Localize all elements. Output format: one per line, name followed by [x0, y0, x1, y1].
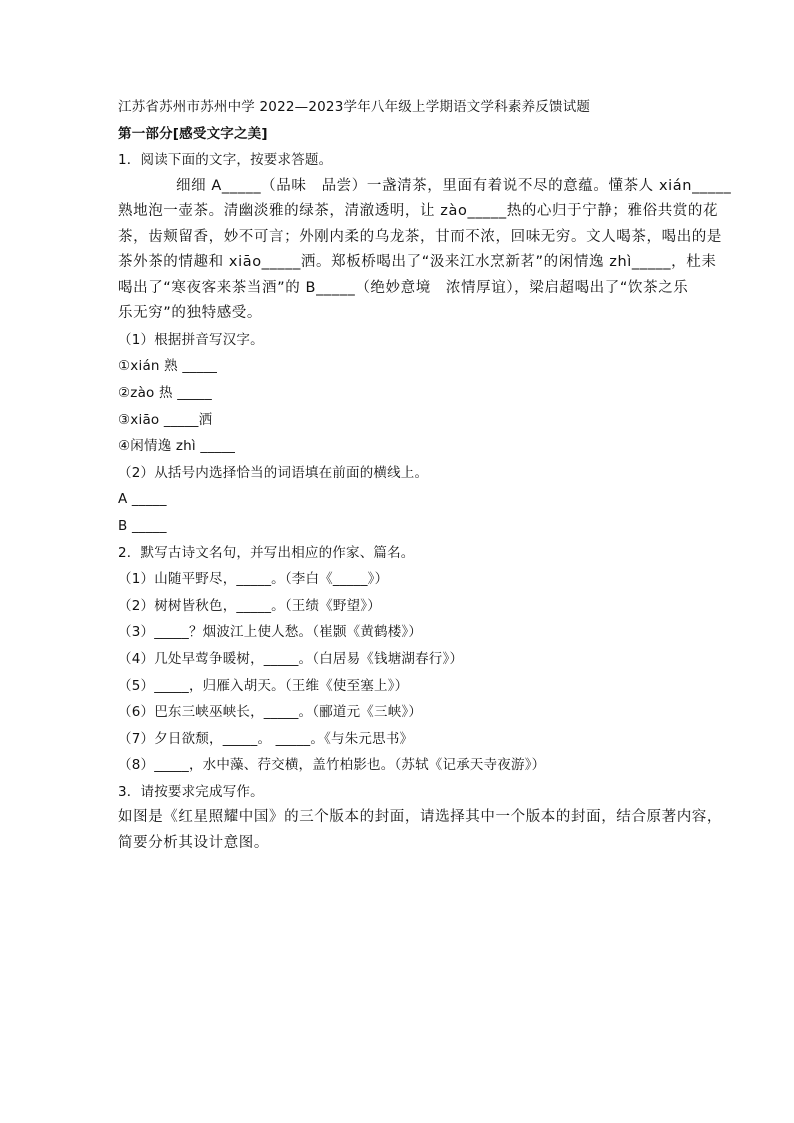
question-3-text: 简要分析其设计意图。: [118, 834, 269, 851]
passage-line: 茶，齿颊留香，妙不可言；外刚内柔的乌龙茶，甘而不浓，回味无穷。文人喝茶，喝出的是: [118, 228, 722, 245]
passage-line: 细细 A_____（品味 品尝）一盏清茶，里面有着说不尽的意蕴。懂茶人 xián_____: [176, 177, 732, 194]
subquestion-1-item: ③xiāo _____洒: [118, 411, 213, 428]
question-1-prompt: 1．阅读下面的文字，按要求答题。: [118, 152, 333, 169]
passage-line: 喝出了“寒夜客来茶当酒”的 B_____（绝妙意境 浓情厚谊），梁启超喝出了“饮茶之乐: [118, 279, 689, 296]
question-2-item: （6）巴东三峡巫峡长，_____。（郦道元《三峡》）: [118, 704, 423, 721]
question-2-item: （1）山随平野尽，_____。（李白《_____》）: [118, 571, 389, 588]
question-2-item: （5）_____，归雁入胡天。（王维《使至塞上》）: [118, 677, 409, 694]
subquestion-1-item: ①xián 熟 _____: [118, 358, 218, 375]
subquestion-2-item: A _____: [118, 491, 167, 508]
document-content: [118, 94, 732, 856]
question-1-passage: [118, 174, 732, 327]
question-2-item: （2）树树皆秋色，_____。（王绩《野望》）: [118, 597, 381, 614]
question-2-item: （8）_____，水中藻、荇交横，盖竹柏影也。（苏轼《记承天寺夜游》）: [118, 757, 546, 774]
subquestion-1-prompt: （1）根据拼音写汉字。: [118, 331, 264, 348]
question-2-item: （4）几处早莺争暖树，_____。（白居易《钱塘湖春行》）: [118, 650, 464, 667]
passage-line: 乐无穷”的独特感受。: [118, 305, 263, 322]
question-2-prompt: 2．默写古诗文名句，并写出相应的作家、篇名。: [118, 544, 415, 561]
subquestion-1-item: ④闲情逸 zhì _____: [118, 438, 236, 455]
passage-line: 茶外茶的情趣和 xiāo_____洒。郑板桥喝出了“汲来江水烹新茗”的闲情逸 zhì_____，杜耒: [118, 254, 717, 271]
document-title: 江苏省苏州市苏州中学 2022—2023学年八年级上学期语文学科素养反馈试题: [118, 99, 591, 115]
question-2-item: （3）_____？烟波江上使人愁。（崔颢《黄鹤楼》）: [118, 624, 423, 641]
section-heading: 第一部分[感受文字之美]: [118, 125, 268, 142]
question-2-item: （7）夕日欲颓，_____。 _____。《与朱元思书》: [118, 730, 414, 747]
subquestion-2-item: B _____: [118, 517, 167, 534]
question-3-text: 如图是《红星照耀中国》的三个版本的封面，请选择其中一个版本的封面，结合原著内容，: [118, 809, 722, 826]
subquestion-2-prompt: （2）从括号内选择恰当的词语填在前面的横线上。: [118, 464, 429, 481]
question-3-prompt: 3．请按要求完成写作。: [118, 783, 264, 800]
passage-line: 熟地泡一壶茶。清幽淡雅的绿茶，清澈透明，让 zào_____热的心归于宁静；雅俗共赏的花: [118, 203, 719, 220]
subquestion-1-item: ②zào 热 _____: [118, 384, 212, 401]
